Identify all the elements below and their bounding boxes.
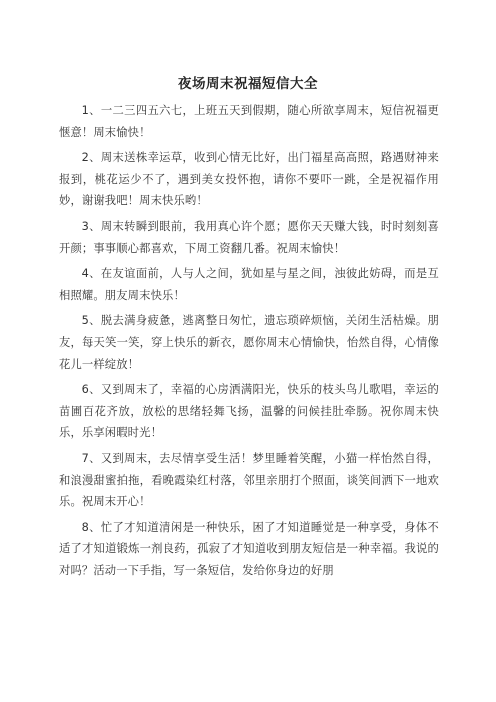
paragraph-8: 8、忙了才知道清闲是一种快乐，困了才知道睡觉是一种享受，身体不适了才知道锻炼一剂良药，孤寂了才知道收到朋友短信是一种幸福。我说的对吗？活动一下手指，写一条短信，发给你身边的好朋 (59, 520, 439, 577)
document-title: 夜场周末祝福短信大全 (178, 76, 318, 92)
paragraph-2: 2、周末送株幸运草，收到心情无比好，出门福星高高照，路遇财神来报到，桃花运少不了，遇到美女投怀抱，请你不要吓一跳，全是祝福作用妙，谢谢我吧！周末快乐哟！ (59, 151, 439, 208)
paragraph-1: 1、一二三四五六七，上班五天到假期，随心所欲享周末，短信祝福更惬意！周末愉快！ (59, 104, 439, 139)
document-body (59, 100, 439, 585)
paragraph-5: 5、脱去满身疲惫，逃离整日匆忙，遗忘琐碎烦恼，关闭生活枯燥。朋友，每天笑一笑，穿上快乐的新衣，愿你周末心情愉快，怡然自得，心情像花儿一样绽放！ (59, 314, 439, 371)
paragraph-3: 3、周末转瞬到眼前，我用真心许个愿；愿你天天赚大钱，时时刻刻喜开颜；事事顺心都喜欢，下周工资翻几番。祝周末愉快！ (59, 219, 439, 255)
paragraph-7: 7、又到周末，去尽情享受生活！梦里睡着笑醒，小猫一样怡然自得，和浪漫甜蜜拍拖，看晚霞染红村落，邻里亲朋打个照面，谈笑间洒下一地欢乐。祝周末开心！ (59, 451, 439, 509)
paragraph-6: 6、又到周末了，幸福的心房洒满阳光，快乐的枝头鸟儿歌唱，幸运的苗圃百花齐放，放松的思绪轻舞飞扬，温馨的问候挂肚牵肠。祝你周末快乐，乐享闲暇时光！ (59, 383, 439, 440)
paragraph-4: 4、在友谊面前，人与人之间，犹如星与星之间，浊彼此妨碍，而是互相照耀。朋友周末快乐！ (59, 267, 439, 302)
